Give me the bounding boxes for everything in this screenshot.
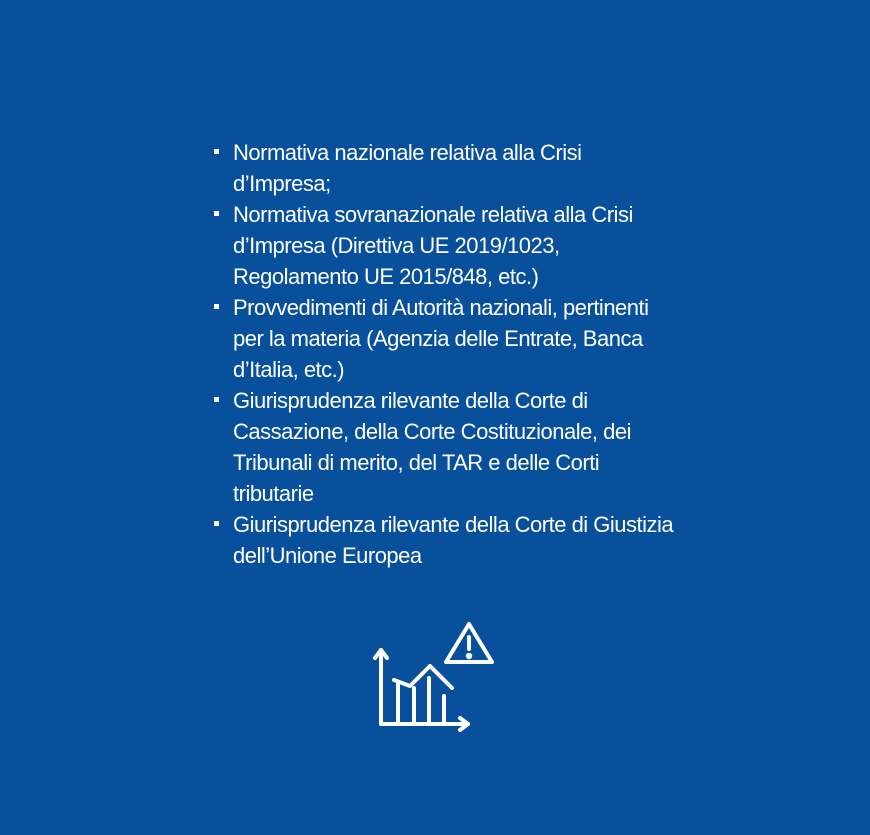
list-item-text: Normativa nazionale relativa alla Crisi d’Impresa; <box>233 140 582 196</box>
list-item <box>212 292 682 385</box>
list-item-text: Provvedimenti di Autorità nazionali, pertinenti per la materia (Agenzia delle Entrate, Banca d’Italia, etc.) <box>233 295 649 382</box>
list-item-text: Normativa sovranazionale relativa alla Crisi d’Impresa (Direttiva UE 2019/1023, Regolamento UE 2015/848, etc.) <box>233 202 633 289</box>
list-item <box>212 385 682 509</box>
declining-chart-warning-icon <box>372 616 498 736</box>
square-bullet-icon <box>214 521 219 526</box>
square-bullet-icon <box>214 397 219 402</box>
list-item <box>212 137 682 199</box>
sources-list <box>212 137 682 571</box>
list-item-text: Giurisprudenza rilevante della Corte di Cassazione, della Corte Costituzionale, dei Tribunali di merito, del TAR e delle Corti tributarie <box>233 388 631 506</box>
square-bullet-icon <box>214 304 219 309</box>
list-item-text: Giurisprudenza rilevante della Corte di Giustizia dell’Unione Europea <box>233 512 674 568</box>
square-bullet-icon <box>214 211 219 216</box>
list-item <box>212 199 682 292</box>
list-item <box>212 509 682 571</box>
square-bullet-icon <box>214 149 219 154</box>
